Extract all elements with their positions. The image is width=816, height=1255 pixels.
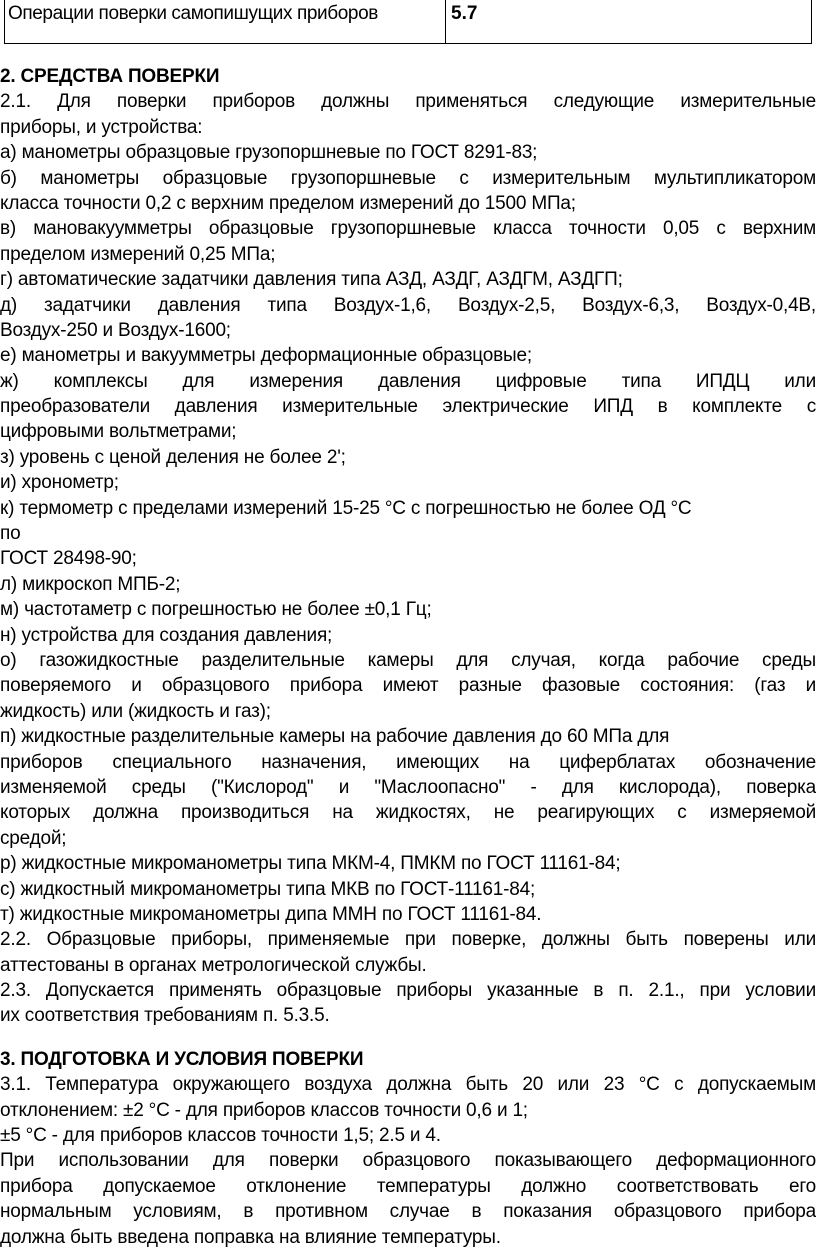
text-line: пределом измерений 0,25 МПа; bbox=[0, 243, 276, 265]
text-line: з) уровень с ценой деления не более 2'; bbox=[0, 446, 346, 468]
text-line: преобразователи давления измерительные электрические ИПД в комплекте с bbox=[0, 396, 816, 418]
text-line: р) жидкостные микроманометры типа МКМ-4, ПМКМ по ГОСТ 11161-84; bbox=[0, 853, 621, 875]
text-line: о) газожидкостные разделительные камеры для случая, когда рабочие среды bbox=[0, 649, 816, 671]
text-line: ж) комплексы для измерения давления цифровые типа ИПДЦ или bbox=[0, 370, 816, 392]
text-line: и) хронометр; bbox=[0, 472, 119, 494]
text-line: должна быть введена поправка на влияние температуры. bbox=[0, 1226, 501, 1248]
text-line: ГОСТ 28498-90; bbox=[0, 548, 137, 570]
header-table bbox=[4, 0, 812, 44]
text-line: класса точности 0,2 с верхним пределом измерений до 1500 МПа; bbox=[0, 192, 576, 214]
text-line: т) жидкостные микроманометры дипа ММН по ГОСТ 11161-84. bbox=[0, 903, 542, 925]
section-3-text bbox=[0, 1072, 816, 1250]
text-line: 2.2. Образцовые приборы, применяемые при поверке, должны быть поверены или bbox=[0, 929, 816, 951]
text-line: к) термометр с пределами измерений 15-25 °С с погрешностью не более ОД °С bbox=[0, 497, 692, 519]
text-line: которых должна производиться на жидкостях, не реагирующих с измеряемой bbox=[0, 802, 816, 824]
text-line: ±5 °С - для приборов классов точности 1,5; 2.5 и 4. bbox=[0, 1125, 441, 1147]
text-line: а) манометры образцовые грузопоршневые по ГОСТ 8291-83; bbox=[0, 142, 538, 164]
text-line: л) микроскоп МПБ-2; bbox=[0, 573, 181, 595]
text-line: е) манометры и вакуумметры деформационные образцовые; bbox=[0, 345, 532, 367]
text-line: жидкость) или (жидкость и газ); bbox=[0, 700, 271, 722]
section-3-heading: 3. ПОДГОТОВКА И УСЛОВИЯ ПОВЕРКИ bbox=[0, 1048, 364, 1070]
text-line: приборов специального назначения, имеющих на циферблатах обозначение bbox=[0, 751, 816, 773]
text-line: г) автоматические задатчики давления типа АЗД, АЗДГ, АЗДГМ, АЗДГП; bbox=[0, 269, 623, 291]
text-line: в) мановакуумметры образцовые грузопоршневые класса точности 0,05 с верхним bbox=[0, 218, 816, 240]
text-line: б) манометры образцовые грузопоршневые с измерительным мультипликатором bbox=[0, 167, 816, 189]
text-line: Воздух-250 и Воздух-1600; bbox=[0, 319, 231, 341]
text-line: д) задатчики давления типа Воздух-1,6, Воздух-2,5, Воздух-6,3, Воздух-0,4В, bbox=[0, 294, 816, 316]
text-line: средой; bbox=[0, 827, 67, 849]
header-section-number: 5.7 bbox=[451, 3, 478, 24]
header-title: Операции поверки самопишущих приборов bbox=[5, 0, 446, 43]
text-line: м) частотаметр с погрешностью не более ±0,1 Гц; bbox=[0, 599, 432, 621]
text-line: приборы, и устройства: bbox=[0, 116, 203, 138]
text-line: поверяемого и образцового прибора имеют разные фазовые состояния: (газ и bbox=[0, 675, 816, 697]
text-line: п) жидкостные разделительные камеры на рабочие давления до 60 МПа для bbox=[0, 726, 670, 748]
text-line: с) жидкостный микроманометры типа МКВ по ГОСТ-11161-84; bbox=[0, 878, 536, 900]
text-line: аттестованы в органах метрологической службы. bbox=[0, 954, 427, 976]
text-line: При использовании для поверки образцового показывающего деформационного bbox=[0, 1150, 816, 1172]
text-line: н) устройства для создания давления; bbox=[0, 624, 333, 646]
text-line: изменяемой среды ("Кислород" и "Маслоопасно" - для кислорода), поверка bbox=[0, 776, 816, 798]
text-line: 2.1. Для поверки приборов должны применяться следующие измерительные bbox=[0, 91, 816, 113]
text-line: их соответствия требованиям п. 5.3.5. bbox=[0, 1005, 330, 1027]
text-line: 2.3. Допускается применять образцовые приборы указанные в п. 2.1., при условии bbox=[0, 980, 816, 1002]
text-line: по bbox=[0, 523, 21, 545]
text-line: отклонением: ±2 °С - для приборов классов точности 0,6 и 1; bbox=[0, 1099, 528, 1121]
text-line: прибора допускаемое отклонение температуры должно соответствовать его bbox=[0, 1175, 816, 1197]
text-line: 3.1. Температура окружающего воздуха должна быть 20 или 23 °С с допускаемым bbox=[0, 1074, 816, 1096]
document-body bbox=[0, 64, 816, 1250]
text-line: нормальным условиям, в противном случае в показания образцового прибора bbox=[0, 1201, 816, 1223]
text-line: цифровыми вольтметрами; bbox=[0, 421, 237, 443]
section-2-heading: 2. СРЕДСТВА ПОВЕРКИ bbox=[0, 66, 220, 87]
section-2-text bbox=[0, 89, 816, 1028]
